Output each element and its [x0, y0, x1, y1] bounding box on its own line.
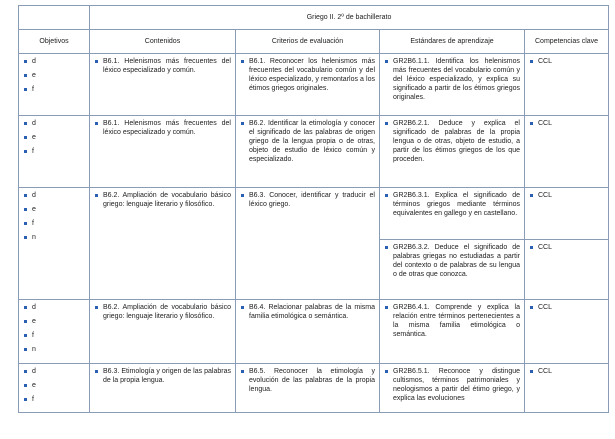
estandar-cell — [380, 116, 525, 188]
contenido-cell — [90, 300, 236, 364]
competencia-text: CCL — [529, 367, 604, 376]
competencia-cell — [525, 188, 609, 240]
criterio-cell — [236, 116, 380, 188]
objetivo-item: f — [23, 147, 85, 156]
estandar-cell — [380, 188, 525, 240]
table-row — [19, 364, 609, 413]
objetivo-item: d — [23, 119, 85, 128]
objetivos-cell — [19, 188, 90, 300]
contenido-cell — [90, 364, 236, 413]
estandar-cell — [380, 364, 525, 413]
estandar-text: GR2B6.4.1. Comprende y explica la relación entre términos pertenecientes a la misma familia etimológica o semántica. — [384, 303, 520, 339]
objetivos-cell — [19, 54, 90, 116]
competencia-text: CCL — [529, 243, 604, 252]
competencia-text: CCL — [529, 303, 604, 312]
contenido-cell — [90, 188, 236, 300]
contenido-text: B6.1. Helenismos más frecuentes del léxico especializado y común. — [94, 57, 231, 75]
criterio-text: B6.4. Relacionar palabras de la misma familia etimológica o semántica. — [240, 303, 375, 321]
criterio-cell — [236, 364, 380, 413]
competencia-cell — [525, 116, 609, 188]
table-row — [19, 54, 609, 116]
estandar-cell — [380, 240, 525, 300]
title-row — [19, 6, 609, 30]
table-row — [19, 188, 609, 240]
criterio-cell — [236, 54, 380, 116]
header-competencias: Competencias clave — [525, 30, 609, 54]
objetivo-item: f — [23, 331, 85, 340]
header-estandares: Estándares de aprendizaje — [380, 30, 525, 54]
header-objetivos: Objetivos — [19, 30, 90, 54]
objetivo-item: n — [23, 345, 85, 354]
competencia-cell — [525, 300, 609, 364]
criterio-text: B6.3. Conocer, identificar y traducir el léxico griego. — [240, 191, 375, 209]
estandar-text: GR2B6.1.1. Identifica los helenismos más frecuentes del vocabulario común y del léxico especializado, y explica su significado a partir de los étimos griegos originales. — [384, 57, 520, 102]
estandar-text: GR2B6.3.2. Deduce el significado de palabras griegas no estudiadas a partir del contexto o de palabras de su lengua o de otras que conozca. — [384, 243, 520, 279]
criterio-cell — [236, 300, 380, 364]
estandar-cell — [380, 54, 525, 116]
objetivos-cell — [19, 364, 90, 413]
competencia-cell — [525, 54, 609, 116]
competencia-text: CCL — [529, 57, 604, 66]
contenido-text: B6.2. Ampliación de vocabulario básico griego: lenguaje literario y filosófico. — [94, 303, 231, 321]
competencia-cell — [525, 364, 609, 413]
objetivos-cell — [19, 300, 90, 364]
objetivo-item: f — [23, 219, 85, 228]
objetivo-item: d — [23, 303, 85, 312]
contenido-cell — [90, 54, 236, 116]
header-contenidos: Contenidos — [90, 30, 236, 54]
table-row — [19, 300, 609, 364]
objetivos-cell — [19, 116, 90, 188]
objetivo-item: n — [23, 233, 85, 242]
objetivo-item: f — [23, 395, 85, 404]
competencia-text: CCL — [529, 119, 604, 128]
objetivo-item: f — [23, 85, 85, 94]
criterio-cell — [236, 188, 380, 300]
competencia-cell — [525, 240, 609, 300]
table-row — [19, 116, 609, 188]
curriculum-table — [18, 5, 609, 413]
table-title: Griego II. 2º de bachillerato — [90, 6, 609, 30]
estandar-cell — [380, 300, 525, 364]
competencia-text: CCL — [529, 191, 604, 200]
objetivo-item: d — [23, 57, 85, 66]
header-row — [19, 30, 609, 54]
contenido-cell — [90, 116, 236, 188]
objetivo-item: e — [23, 133, 85, 142]
criterio-text: B6.2. Identificar la etimología y conocer el significado de las palabras de origen griego de la lengua propia o de otras, objeto de estudio de léxico común y especializado. — [240, 119, 375, 164]
criterio-text: B6.1. Reconocer los helenismos más frecuentes del vocabulario común y del léxico especializado, y remontarlos a los étimos griegos originales. — [240, 57, 375, 93]
contenido-text: B6.2. Ampliación de vocabulario básico griego: lenguaje literario y filosófico. — [94, 191, 231, 209]
objetivo-item: e — [23, 381, 85, 390]
estandar-text: GR2B6.3.1. Explica el significado de términos griegos mediante términos equivalentes en gallego y en castellano. — [384, 191, 520, 218]
criterio-text: B6.5. Reconocer la etimología y evolución de las palabras de la propia lengua. — [240, 367, 375, 394]
header-criterios: Criterios de evaluación — [236, 30, 380, 54]
estandar-text: GR2B6.2.1. Deduce y explica el significado de palabras de la propia lengua o de otras, objeto de estudio, a partir de los étimos griegos de los que proceden. — [384, 119, 520, 164]
objetivo-item: d — [23, 191, 85, 200]
contenido-text: B6.1. Helenismos más frecuentes del léxico especializado y común. — [94, 119, 231, 137]
objetivo-item: e — [23, 205, 85, 214]
header-corner-cell — [19, 6, 90, 30]
objetivo-item: d — [23, 367, 85, 376]
objetivo-item: e — [23, 317, 85, 326]
objetivo-item: e — [23, 71, 85, 80]
estandar-text: GR2B6.5.1. Reconoce y distingue cultismos, términos patrimoniales y neologismos a partir del étimo griego, y explica las evoluciones — [384, 367, 520, 403]
contenido-text: B6.3. Etimología y origen de las palabras de la propia lengua. — [94, 367, 231, 385]
